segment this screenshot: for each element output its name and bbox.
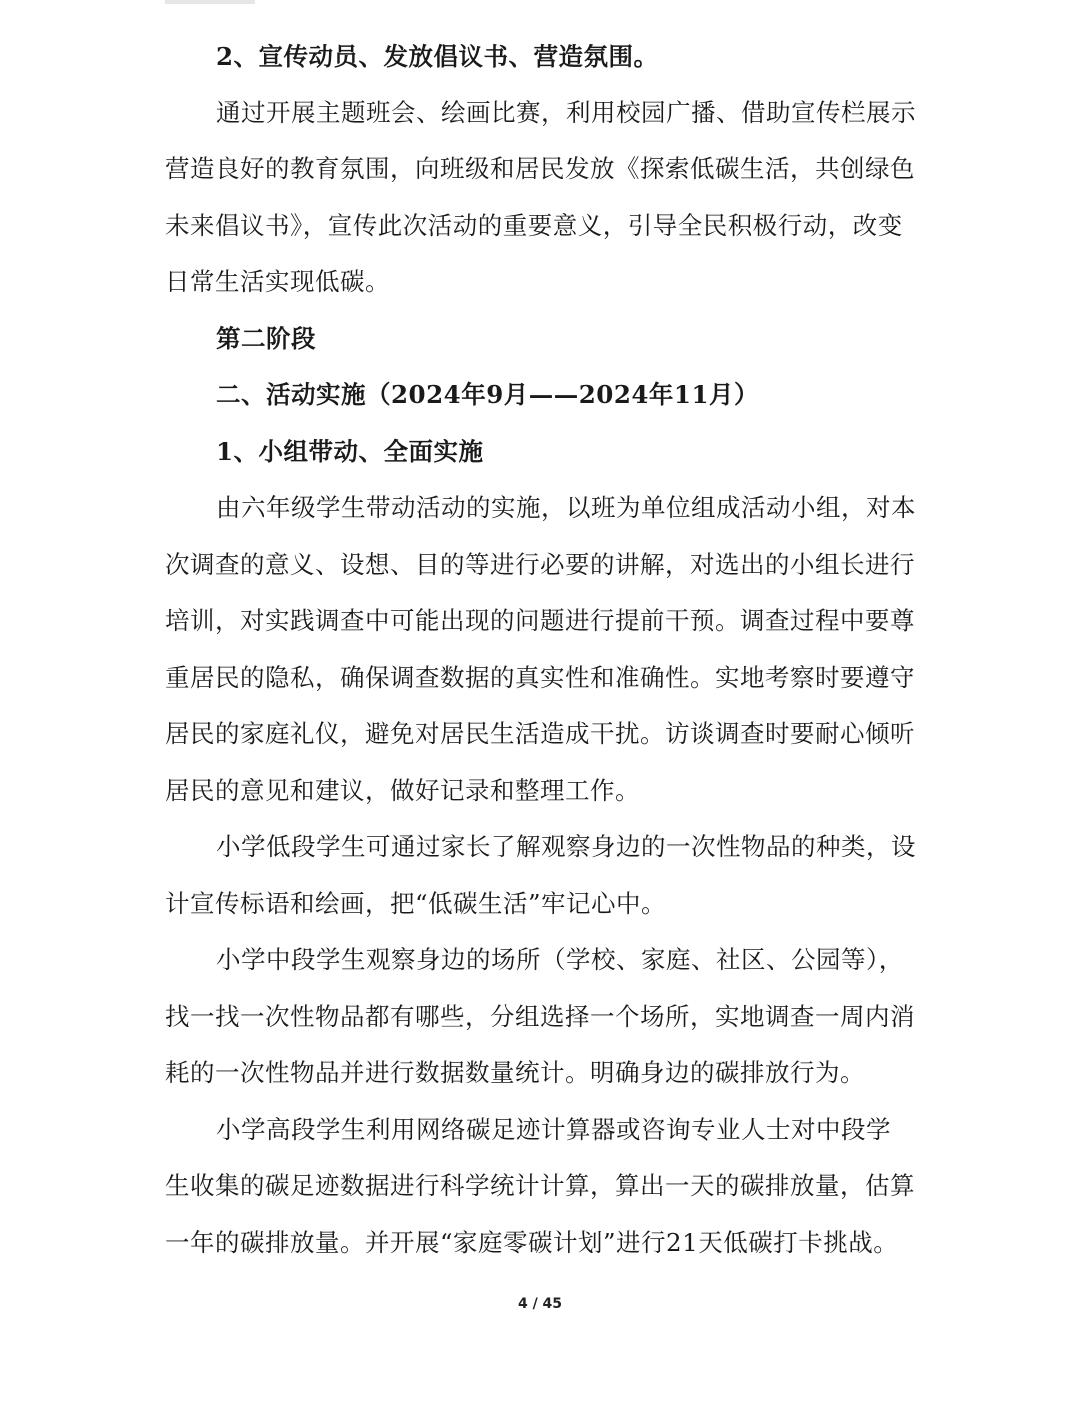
- heading-group-lead: 1、小组带动、全面实施: [216, 437, 484, 466]
- paragraph-line: 未来倡议书》，宣传此次活动的重要意义，引导全民积极行动，改变: [165, 211, 903, 240]
- paragraph-line: 小学中段学生观察身边的场所（学校、家庭、社区、公园等），: [216, 945, 904, 974]
- paragraph-line: 计宣传标语和绘画，把“低碳生活”牢记心中。: [165, 889, 667, 918]
- heading-stage-two: 第二阶段: [216, 324, 316, 353]
- paragraph-line: 培训，对实践调查中可能出现的问题进行提前干预。调查过程中要尊: [165, 606, 915, 635]
- paragraph-line: 通过开展主题班会、绘画比赛，利用校园广播、借助宣传栏展示: [216, 98, 916, 127]
- paragraph-line: 居民的家庭礼仪，避免对居民生活造成干扰。访谈调查时要耐心倾听: [165, 719, 915, 748]
- paragraph-line: 耗的一次性物品并进行数据数量统计。明确身边的碳排放行为。: [165, 1058, 865, 1087]
- paragraph-line: 小学高段学生利用网络碳足迹计算器或咨询专业人士对中段学: [216, 1115, 891, 1144]
- heading-implementation: 二、活动实施（2024年9月——2024年11月）: [216, 380, 760, 409]
- paragraph-line: 一年的碳排放量。并开展“家庭零碳计划”进行21天低碳打卡挑战。: [165, 1228, 899, 1257]
- heading-publicity: 2、宣传动员、发放倡议书、营造氛围。: [216, 42, 659, 71]
- paragraph-line: 生收集的碳足迹数据进行科学统计计算，算出一天的碳排放量，估算: [165, 1171, 915, 1200]
- paragraph-line: 找一找一次性物品都有哪些，分组选择一个场所，实地调查一周内消: [165, 1002, 915, 1031]
- paragraph-line: 次调查的意义、设想、目的等进行必要的讲解，对选出的小组长进行: [165, 550, 915, 579]
- paragraph-line: 小学低段学生可通过家长了解观察身边的一次性物品的种类，设: [216, 832, 916, 861]
- paragraph-line: 营造良好的教育氛围，向班级和居民发放《探索低碳生活，共创绿色: [165, 154, 915, 183]
- previous-text-fragment: [165, 0, 255, 4]
- paragraph-line: 日常生活实现低碳。: [165, 267, 390, 296]
- paragraph-line: 居民的意见和建议，做好记录和整理工作。: [165, 776, 640, 805]
- paragraph-line: 由六年级学生带动活动的实施，以班为单位组成活动小组，对本: [216, 493, 916, 522]
- page-number: 4 / 45: [517, 1296, 563, 1312]
- paragraph-line: 重居民的隐私，确保调查数据的真实性和准确性。实地考察时要遵守: [165, 663, 915, 692]
